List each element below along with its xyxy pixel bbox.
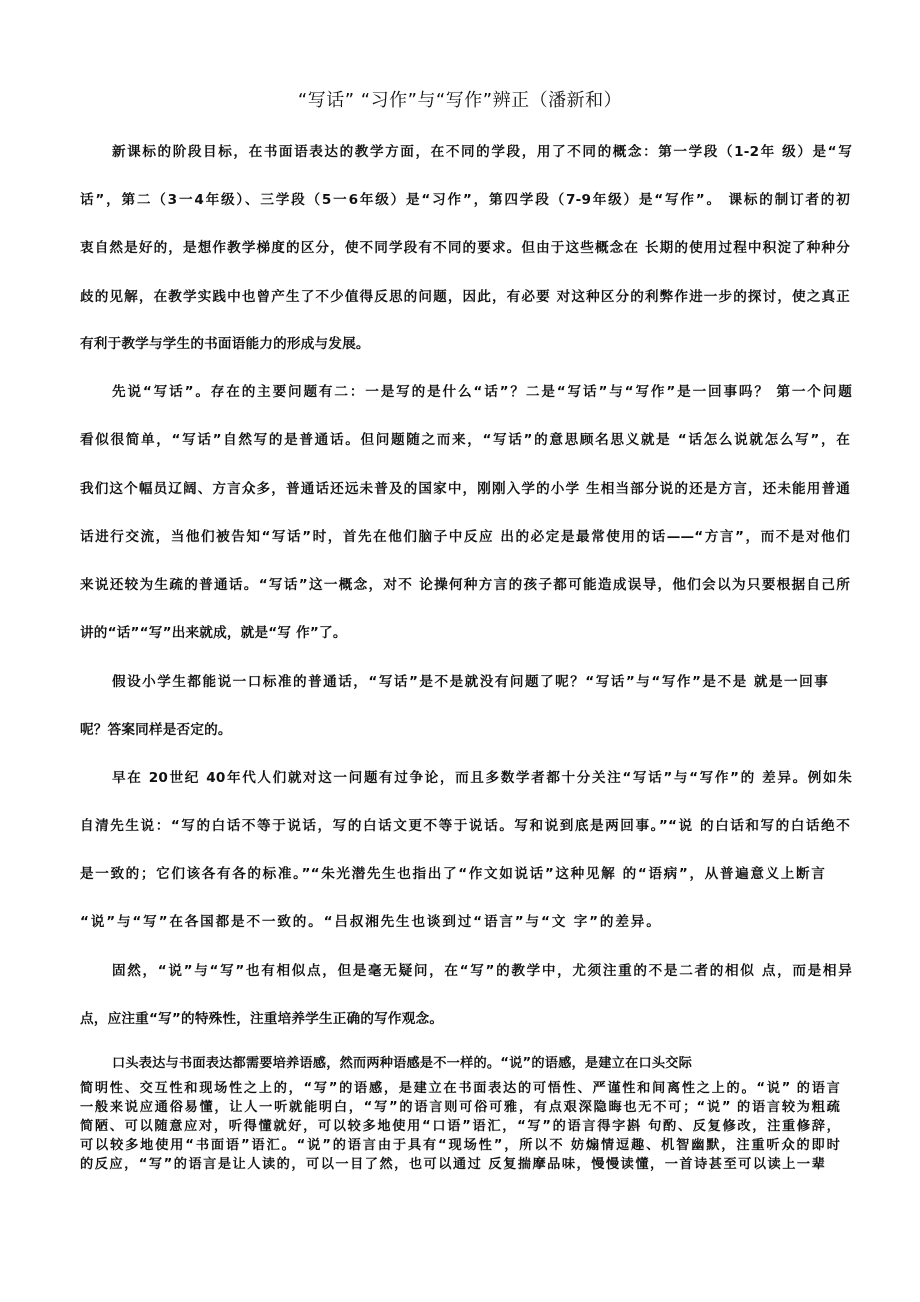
text-line: 歧的见解，在教学实践中也曾产生了不少值得反思的问题，因此，有必要 对这种区分的利弊作进一步的探讨，使之真正 [80, 289, 850, 305]
text-line: 假设小学生都能说一口标准的普通话，“写话”是不是就没有问题了呢？“写话”与“写作”是不是 就是一回事 [112, 674, 828, 690]
text-line: 看似很简单，“写话”自然写的是普通话。但问题随之而来，“写话”的意思顾名思义就是 “话怎么说就怎么写”，在 [80, 432, 850, 448]
text-line: 固然，“说”与“写”也有相似点，但是毫无疑问，在“写”的教学中，尤须注重的不是二者的相似 点，而是相异 [112, 963, 852, 979]
text-line: 话”，第二（3一4年级）、三学段（5一6年级）是“习作”，第四学段（7-9年级）是“写作”。 课标的制订者的初 [80, 192, 850, 208]
text-line: 先说“写话”。存在的主要问题有二：一是写的是什么“话”？二是“写话”与“写作”是一回事吗？ 第一个问题 [112, 384, 852, 400]
text-line: 讲的“话”“写”出来就成，就是“写 作”了。 [80, 625, 347, 641]
text-line: “说”与“写”在各国都是不一致的。“吕叔湘先生也谈到过“语言”与“文 字”的差异。 [80, 914, 660, 930]
text-line: 呢？答案同样是否定的。 [80, 722, 232, 738]
text-line: 话进行交流，当他们被告知“写话”时，首先在他们脑子中反应 出的必定是最常使用的话——“方言”，而不是对他们 [80, 529, 850, 545]
text-line: 衷自然是好的，是想作教学梯度的区分，使不同学段有不同的要求。但由于这些概念在 长期的使用过程中积淀了种种分 [80, 240, 850, 256]
text-line: 有利于教学与学生的书面语能力的形成与发展。 [80, 336, 370, 352]
text-line: 简明性、交互性和现场性之上的，“写”的语感，是建立在书面表达的可悟性、严谨性和间离性之上的。“说” 的语言 [80, 1081, 840, 1096]
text-line: 可以较多地使用“书面语”语汇。“说”的语言由于具有“现场性”，所以不 妨煽情逗趣、机智幽默，注重听众的即时 [80, 1138, 840, 1153]
text-line: 我们这个幅员辽阔、方言众多，普通话还远未普及的国家中，刚刚入学的小学 生相当部分说的还是方言，还未能用普通 [80, 481, 850, 497]
text-line: 是一致的；它们该各有各的标准。”“朱光潜先生也指出了“作文如说话”这种见解 的“语病”，从普遍意义上断言 [80, 866, 825, 882]
text-line: 一般来说应通俗易懂，让人一听就能明白，“写”的语言则可俗可雅，有点艰深隐晦也无不可；“说” 的语言较为粗疏 [80, 1100, 840, 1115]
text-line: 自清先生说：“写的白话不等于说话，写的白话文更不等于说话。写和说到底是两回事。”“说 的白话和写的白话绝不 [80, 818, 850, 834]
text-line: 的反应，“写”的语言是让人读的，可以一目了然，也可以通过 反复揣摩品味，慢慢读懂，一首诗甚至可以读上一辈 [80, 1157, 825, 1172]
text-line: 点，应注重“写”的特殊性，注重培养学生正确的写作观念。 [80, 1011, 444, 1027]
text-line: 早在 20世纪 40年代人们就对这一问题有过争论，而且多数学者都十分关注“写话”与“写作”的 差异。例如朱 [112, 770, 852, 786]
text-line: 口头表达与书面表达都需要培养语感，然而两种语感是不一样的。“说”的语感，是建立在口头交际 [112, 1056, 693, 1071]
text-line: 来说还较为生疏的普通话。“写话”这一概念，对不 论操何种方言的孩子都可能造成误导，他们会以为只要根据自己所 [80, 577, 850, 593]
text-line: 新课标的阶段目标，在书面语表达的教学方面，在不同的学段，用了不同的概念：第一学段（1-2年 级）是“写 [112, 144, 852, 160]
text-line: 简陋、可以随意应对，听得懂就好，可以较多地使用“口语”语汇，“写”的语言得字斟 句酌、反复修改，注重修辞， [80, 1119, 840, 1134]
page-title: “写话” “习作”与“写作”辨正（潘新和） [297, 90, 623, 111]
